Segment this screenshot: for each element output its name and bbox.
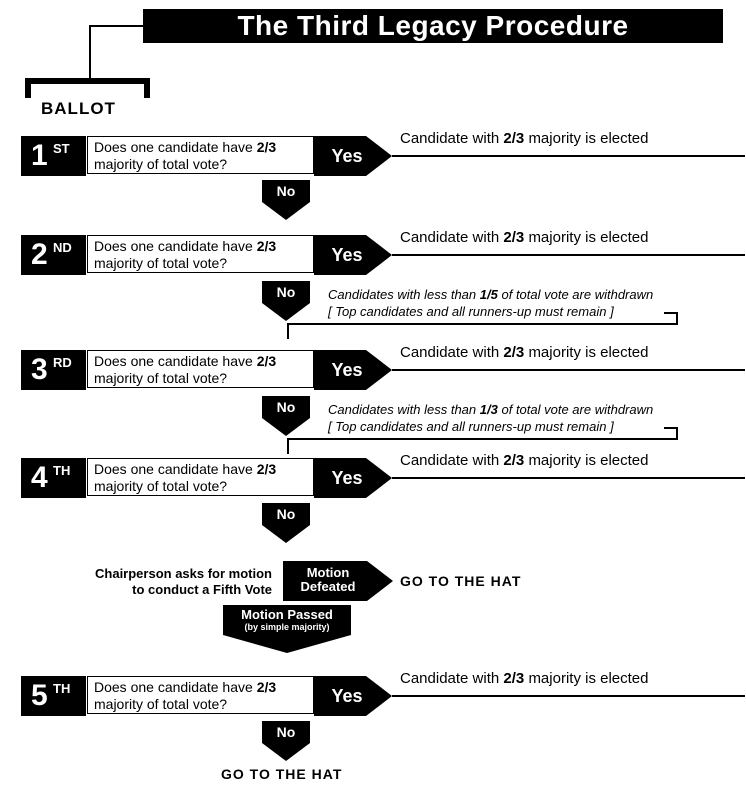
majority-question (87, 676, 314, 714)
ordinal-number: 5 (31, 679, 48, 712)
elected-prefix: Candidate with (400, 130, 500, 147)
elected-fraction: 2/3 (503, 452, 525, 469)
elected-line (392, 254, 745, 256)
ballot-bracket-right (144, 78, 150, 98)
passed-line-1: Motion Passed (241, 607, 333, 622)
withdrawal-suffix: of total vote are withdrawn (501, 287, 654, 302)
ordinal-badge (21, 350, 86, 390)
elected-prefix: Candidate with (400, 670, 500, 687)
chairperson-motion-text (40, 566, 272, 598)
ordinal-suffix: TH (53, 463, 71, 478)
elected-suffix: majority is elected (528, 229, 649, 246)
majority-question (87, 458, 314, 496)
elected-line (392, 369, 745, 371)
elected-line (392, 155, 745, 157)
elected-fraction: 2/3 (503, 130, 525, 147)
go-to-hat-final: GO TO THE HAT (221, 766, 343, 782)
go-to-hat-motion: GO TO THE HAT (400, 573, 522, 589)
question-prefix: Does one candidate have (94, 353, 253, 369)
no-arrow-4 (262, 503, 310, 543)
no-arrow-2 (262, 281, 310, 321)
ordinal-suffix: RD (53, 355, 72, 370)
elected-outcome (400, 452, 648, 469)
majority-question (87, 235, 314, 273)
ordinal-badge (21, 676, 86, 716)
ordinal-badge (21, 458, 86, 498)
question-suffix: majority of total vote? (94, 478, 228, 494)
defeated-line-1: Motion (306, 565, 350, 580)
no-arrow-1 (262, 180, 310, 220)
yes-label: Yes (331, 360, 363, 380)
no-label: No (276, 399, 296, 415)
withdrawal-bracket-tick-1 (664, 312, 677, 314)
withdrawal-bracket-tick-2 (664, 427, 677, 429)
question-suffix: majority of total vote? (94, 255, 228, 271)
elected-suffix: majority is elected (528, 670, 649, 687)
round-3 (21, 344, 746, 390)
majority-question (87, 136, 314, 174)
ballot-label: BALLOT (41, 99, 116, 118)
no-label: No (276, 183, 296, 199)
no-arrow-5 (262, 721, 310, 761)
ordinal-suffix: ND (53, 240, 72, 255)
ordinal-suffix: ST (53, 141, 70, 156)
yes-label: Yes (331, 686, 363, 706)
elected-suffix: majority is elected (528, 130, 649, 147)
defeated-line-2: Defeated (300, 579, 356, 594)
question-fraction: 2/3 (256, 353, 277, 369)
elected-outcome (400, 130, 648, 147)
ballot-bracket-top (25, 78, 150, 84)
elected-outcome (400, 670, 648, 687)
question-prefix: Does one candidate have (94, 679, 253, 695)
question-suffix: majority of total vote? (94, 370, 228, 386)
question-prefix: Does one candidate have (94, 139, 253, 155)
no-arrow-3 (262, 396, 310, 436)
elected-prefix: Candidate with (400, 229, 500, 246)
round-5 (21, 670, 746, 716)
question-prefix: Does one candidate have (94, 461, 253, 477)
ordinal-number: 3 (31, 353, 48, 386)
majority-question (87, 350, 314, 388)
yes-label: Yes (331, 245, 363, 265)
motion-passed-label (223, 607, 351, 633)
elected-fraction: 2/3 (503, 229, 525, 246)
withdrawal-rule-1 (328, 286, 653, 320)
elected-suffix: majority is elected (528, 452, 649, 469)
withdrawal-rule-2 (328, 401, 653, 435)
withdrawal-bracket-bottom-1 (287, 323, 678, 325)
question-fraction: 2/3 (256, 139, 277, 155)
question-suffix: majority of total vote? (94, 696, 228, 712)
round-1 (21, 130, 746, 176)
yes-label: Yes (331, 468, 363, 488)
elected-outcome (400, 229, 648, 246)
no-label: No (276, 284, 296, 300)
round-2 (21, 229, 746, 275)
motion-defeated-label (286, 566, 370, 594)
elected-suffix: majority is elected (528, 344, 649, 361)
elected-fraction: 2/3 (503, 344, 525, 361)
withdrawal-bracket-left-2 (287, 438, 289, 454)
diagram-title: The Third Legacy Procedure (143, 9, 723, 43)
no-label: No (276, 724, 296, 740)
title-connector-vertical (89, 25, 91, 79)
withdrawal-prefix: Candidates with less than (328, 287, 477, 302)
withdrawal-fraction: 1/5 (479, 287, 498, 302)
elected-line (392, 695, 745, 697)
chair-line-2: to conduct a Fifth Vote (132, 582, 272, 597)
ordinal-suffix: TH (53, 681, 71, 696)
withdrawal-bracket-left-1 (287, 323, 289, 339)
withdrawal-note: [ Top candidates and all runners-up must remain ] (328, 304, 614, 319)
question-prefix: Does one candidate have (94, 238, 253, 254)
withdrawal-fraction: 1/3 (479, 402, 498, 417)
question-fraction: 2/3 (256, 679, 277, 695)
ordinal-badge (21, 136, 86, 176)
ordinal-number: 1 (31, 139, 48, 172)
question-fraction: 2/3 (256, 461, 277, 477)
ordinal-badge (21, 235, 86, 275)
withdrawal-prefix: Candidates with less than (328, 402, 477, 417)
ordinal-number: 2 (31, 238, 48, 271)
ballot-bracket-left (25, 78, 31, 98)
elected-line (392, 477, 745, 479)
round-4 (21, 452, 746, 498)
passed-line-2: (by simple majority) (244, 622, 330, 632)
withdrawal-note: [ Top candidates and all runners-up must remain ] (328, 419, 614, 434)
elected-prefix: Candidate with (400, 452, 500, 469)
elected-fraction: 2/3 (503, 670, 525, 687)
ordinal-number: 4 (31, 461, 48, 494)
elected-prefix: Candidate with (400, 344, 500, 361)
withdrawal-bracket-bottom-2 (287, 438, 678, 440)
elected-outcome (400, 344, 648, 361)
chair-line-1: Chairperson asks for motion (95, 566, 272, 581)
yes-label: Yes (331, 146, 363, 166)
title-connector-horizontal (89, 25, 144, 27)
no-label: No (276, 506, 296, 522)
withdrawal-suffix: of total vote are withdrawn (501, 402, 654, 417)
question-suffix: majority of total vote? (94, 156, 228, 172)
question-fraction: 2/3 (256, 238, 277, 254)
